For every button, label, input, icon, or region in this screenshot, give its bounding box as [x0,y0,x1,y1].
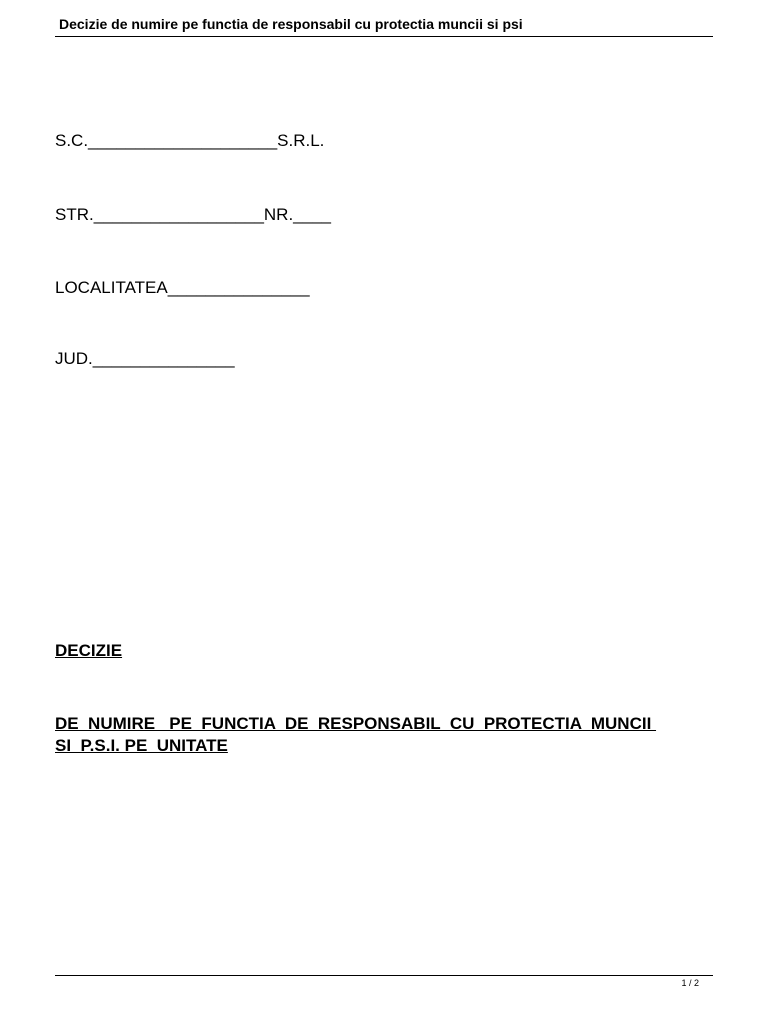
page-header [55,12,713,37]
page-number: 1 / 2 [681,978,699,988]
locality-field: LOCALITATEA_______________ [55,278,310,297]
decision-subtitle [55,713,705,757]
document-title: Decizie de numire pe functia de responsabil cu protectia muncii si psi [59,16,523,32]
county-field: JUD._______________ [55,349,235,368]
page-footer [55,975,713,994]
decision-heading: DECIZIE [55,641,123,660]
decision-subtitle-line-1: DE NUMIRE PE FUNCTIA DE RESPONSABIL CU PROTECTIA MUNCII [55,714,657,733]
street-field: STR.__________________NR.____ [55,205,332,224]
decision-subtitle-line-2: SI P.S.I. PE UNITATE [55,736,228,755]
company-field: S.C.____________________S.R.L. [55,131,325,150]
